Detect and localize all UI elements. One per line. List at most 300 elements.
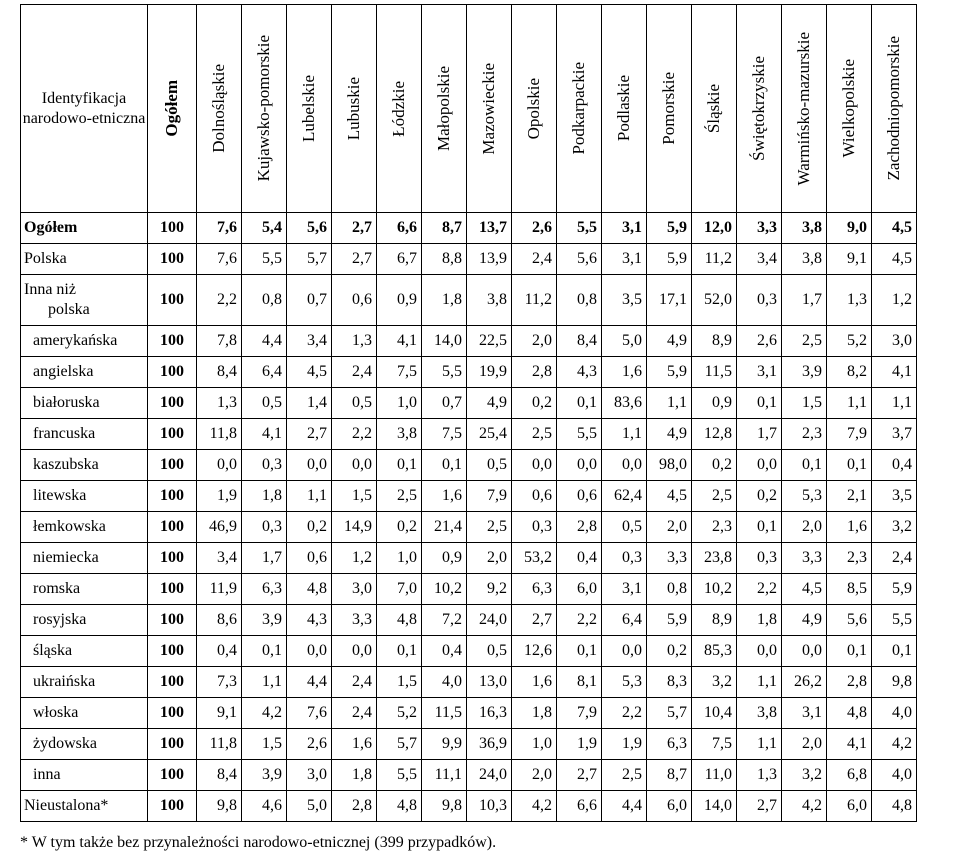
value-cell: 0,9 [377, 275, 422, 326]
value-cell: 3,4 [197, 543, 242, 574]
value-cell: 4,9 [467, 388, 512, 419]
table-row [21, 791, 917, 822]
value-cell: 0,4 [557, 543, 602, 574]
value-cell: 10,4 [692, 698, 737, 729]
value-cell: 0,6 [332, 275, 377, 326]
value-cell: 0,2 [737, 481, 782, 512]
table-row [21, 760, 917, 791]
value-cell: 6,6 [557, 791, 602, 822]
value-cell: 0,3 [737, 275, 782, 326]
value-cell: 4,8 [377, 791, 422, 822]
value-cell: 3,3 [782, 543, 827, 574]
row-label: niemiecka [21, 543, 148, 574]
value-cell: 2,3 [692, 512, 737, 543]
row-label-line: Inna niż [24, 281, 76, 298]
row-label: żydowska [21, 729, 148, 760]
value-cell: 3,5 [602, 275, 647, 326]
row-label: Polska [21, 244, 148, 275]
footnote: * W tym także bez przynależności narodowo-etnicznej (399 przypadków). [20, 834, 497, 851]
value-cell: 0,3 [737, 543, 782, 574]
column-header [557, 5, 602, 213]
column-header-label: Zachodniopomorskie [884, 36, 903, 181]
column-header [422, 5, 467, 213]
value-cell: 4,9 [782, 605, 827, 636]
value-cell: 3,8 [782, 213, 827, 244]
value-cell: 0,8 [647, 574, 692, 605]
value-cell: 83,6 [602, 388, 647, 419]
total-cell: 100 [148, 213, 197, 244]
value-cell: 8,4 [197, 760, 242, 791]
value-cell: 1,5 [332, 481, 377, 512]
table-row [21, 543, 917, 574]
value-cell: 7,6 [287, 698, 332, 729]
value-cell: 4,3 [287, 605, 332, 636]
table-row [21, 636, 917, 667]
value-cell: 11,5 [692, 357, 737, 388]
value-cell: 0,0 [557, 450, 602, 481]
column-header-label: Lubelskie [299, 74, 318, 143]
value-cell: 1,6 [602, 357, 647, 388]
value-cell: 12,0 [692, 213, 737, 244]
table-row [21, 244, 917, 275]
value-cell: 7,9 [557, 698, 602, 729]
value-cell: 6,3 [242, 574, 287, 605]
table-row [21, 574, 917, 605]
column-header [467, 5, 512, 213]
value-cell: 0,0 [512, 450, 557, 481]
table-row [21, 388, 917, 419]
value-cell: 0,5 [242, 388, 287, 419]
value-cell: 0,1 [377, 636, 422, 667]
value-cell: 0,1 [827, 636, 872, 667]
value-cell: 0,9 [422, 543, 467, 574]
value-cell: 6,0 [827, 791, 872, 822]
value-cell: 3,2 [872, 512, 917, 543]
row-label: włoska [21, 698, 148, 729]
value-cell: 3,0 [332, 574, 377, 605]
value-cell: 11,2 [512, 275, 557, 326]
value-cell: 1,0 [512, 729, 557, 760]
value-cell: 0,0 [737, 450, 782, 481]
value-cell: 11,8 [197, 419, 242, 450]
table-row [21, 326, 917, 357]
column-header [287, 5, 332, 213]
value-cell: 9,2 [467, 574, 512, 605]
value-cell: 5,4 [242, 213, 287, 244]
value-cell: 2,7 [512, 605, 557, 636]
value-cell: 6,4 [242, 357, 287, 388]
value-cell: 2,2 [602, 698, 647, 729]
value-cell: 5,9 [647, 357, 692, 388]
value-cell: 1,9 [557, 729, 602, 760]
value-cell: 1,3 [332, 326, 377, 357]
value-cell: 0,5 [467, 636, 512, 667]
row-label: łemkowska [21, 512, 148, 543]
value-cell: 4,4 [287, 667, 332, 698]
value-cell: 4,5 [647, 481, 692, 512]
value-cell: 0,4 [422, 636, 467, 667]
total-cell: 100 [148, 326, 197, 357]
value-cell: 0,3 [242, 512, 287, 543]
value-cell: 26,2 [782, 667, 827, 698]
value-cell: 22,5 [467, 326, 512, 357]
value-cell: 8,7 [422, 213, 467, 244]
value-cell: 1,5 [377, 667, 422, 698]
value-cell: 2,6 [287, 729, 332, 760]
value-cell: 1,8 [332, 760, 377, 791]
column-header [872, 5, 917, 213]
value-cell: 2,3 [827, 543, 872, 574]
value-cell: 5,5 [377, 760, 422, 791]
row-label: Ogółem [21, 213, 148, 244]
row-label [21, 275, 148, 326]
total-cell: 100 [148, 357, 197, 388]
value-cell: 3,3 [647, 543, 692, 574]
value-cell: 5,6 [557, 244, 602, 275]
value-cell: 0,9 [692, 388, 737, 419]
value-cell: 1,8 [242, 481, 287, 512]
value-cell: 0,0 [602, 636, 647, 667]
value-cell: 2,3 [782, 419, 827, 450]
value-cell: 0,0 [602, 450, 647, 481]
value-cell: 4,0 [872, 698, 917, 729]
value-cell: 1,7 [782, 275, 827, 326]
value-cell: 5,7 [287, 244, 332, 275]
value-cell: 0,1 [737, 388, 782, 419]
value-cell: 3,9 [782, 357, 827, 388]
value-cell: 11,2 [692, 244, 737, 275]
value-cell: 0,0 [782, 636, 827, 667]
value-cell: 0,3 [602, 543, 647, 574]
column-header-label: Pomorskie [659, 72, 678, 145]
value-cell: 0,1 [737, 512, 782, 543]
value-cell: 3,3 [332, 605, 377, 636]
value-cell: 2,8 [827, 667, 872, 698]
value-cell: 1,6 [422, 481, 467, 512]
value-cell: 0,2 [692, 450, 737, 481]
value-cell: 2,2 [332, 419, 377, 450]
value-cell: 1,1 [647, 388, 692, 419]
value-cell: 2,0 [782, 729, 827, 760]
total-cell: 100 [148, 512, 197, 543]
value-cell: 13,7 [467, 213, 512, 244]
total-cell: 100 [148, 450, 197, 481]
value-cell: 6,0 [557, 574, 602, 605]
value-cell: 6,7 [377, 244, 422, 275]
value-cell: 8,5 [827, 574, 872, 605]
column-header [737, 5, 782, 213]
table-row [21, 419, 917, 450]
value-cell: 2,8 [557, 512, 602, 543]
value-cell: 5,0 [602, 326, 647, 357]
row-label: francuska [21, 419, 148, 450]
row-label: rosyjska [21, 605, 148, 636]
value-cell: 4,5 [872, 213, 917, 244]
value-cell: 5,5 [242, 244, 287, 275]
value-cell: 2,6 [737, 326, 782, 357]
value-cell: 1,0 [377, 543, 422, 574]
table-row [21, 357, 917, 388]
header-row [21, 5, 917, 213]
value-cell: 17,1 [647, 275, 692, 326]
value-cell: 2,7 [557, 760, 602, 791]
value-cell: 3,5 [872, 481, 917, 512]
value-cell: 4,1 [377, 326, 422, 357]
value-cell: 1,1 [737, 729, 782, 760]
value-cell: 1,8 [737, 605, 782, 636]
value-cell: 5,2 [377, 698, 422, 729]
value-cell: 0,4 [872, 450, 917, 481]
value-cell: 10,2 [422, 574, 467, 605]
total-cell: 100 [148, 481, 197, 512]
value-cell: 1,4 [287, 388, 332, 419]
row-label: romska [21, 574, 148, 605]
value-cell: 2,2 [737, 574, 782, 605]
value-cell: 0,1 [557, 636, 602, 667]
table-row [21, 450, 917, 481]
column-header [332, 5, 377, 213]
column-header [782, 5, 827, 213]
value-cell: 1,1 [287, 481, 332, 512]
value-cell: 0,5 [467, 450, 512, 481]
value-cell: 3,8 [782, 244, 827, 275]
value-cell: 0,1 [782, 450, 827, 481]
table-row [21, 275, 917, 326]
value-cell: 1,6 [512, 667, 557, 698]
value-cell: 19,9 [467, 357, 512, 388]
value-cell: 4,2 [782, 791, 827, 822]
column-header-label: Dolnośląskie [209, 64, 228, 153]
value-cell: 5,5 [557, 213, 602, 244]
value-cell: 8,2 [827, 357, 872, 388]
value-cell: 5,9 [872, 574, 917, 605]
value-cell: 7,5 [377, 357, 422, 388]
row-label: kaszubska [21, 450, 148, 481]
value-cell: 1,1 [827, 388, 872, 419]
column-header-label: Świętokrzyskie [749, 56, 768, 161]
column-header [377, 5, 422, 213]
value-cell: 4,4 [242, 326, 287, 357]
value-cell: 4,0 [422, 667, 467, 698]
value-cell: 0,1 [422, 450, 467, 481]
value-cell: 62,4 [602, 481, 647, 512]
value-cell: 0,2 [512, 388, 557, 419]
value-cell: 0,7 [287, 275, 332, 326]
value-cell: 1,5 [782, 388, 827, 419]
value-cell: 12,8 [692, 419, 737, 450]
value-cell: 3,1 [737, 357, 782, 388]
value-cell: 4,1 [872, 357, 917, 388]
value-cell: 1,1 [602, 419, 647, 450]
value-cell: 5,5 [557, 419, 602, 450]
table-row [21, 512, 917, 543]
value-cell: 4,4 [602, 791, 647, 822]
value-cell: 4,2 [872, 729, 917, 760]
value-cell: 0,2 [377, 512, 422, 543]
column-header-label: Podlaskie [614, 75, 633, 142]
column-header-label: Śląskie [704, 83, 723, 134]
value-cell: 8,9 [692, 326, 737, 357]
table-row [21, 605, 917, 636]
value-cell: 5,9 [647, 244, 692, 275]
value-cell: 25,4 [467, 419, 512, 450]
value-cell: 2,7 [332, 244, 377, 275]
column-header-label: Lubuskie [344, 76, 363, 141]
value-cell: 3,7 [872, 419, 917, 450]
value-cell: 1,8 [422, 275, 467, 326]
data-table [20, 4, 917, 822]
value-cell: 2,4 [332, 667, 377, 698]
value-cell: 7,0 [377, 574, 422, 605]
column-header [197, 5, 242, 213]
value-cell: 8,6 [197, 605, 242, 636]
total-cell: 100 [148, 543, 197, 574]
value-cell: 1,3 [197, 388, 242, 419]
value-cell: 23,8 [692, 543, 737, 574]
value-cell: 6,3 [512, 574, 557, 605]
stub-header: Identyfikacja narodowo-etniczna [21, 5, 148, 213]
value-cell: 3,1 [602, 244, 647, 275]
value-cell: 16,3 [467, 698, 512, 729]
value-cell: 0,5 [602, 512, 647, 543]
table-row [21, 213, 917, 244]
table-row [21, 729, 917, 760]
value-cell: 3,1 [602, 213, 647, 244]
total-cell: 100 [148, 574, 197, 605]
table-row [21, 481, 917, 512]
value-cell: 5,7 [647, 698, 692, 729]
value-cell: 8,4 [557, 326, 602, 357]
total-cell: 100 [148, 791, 197, 822]
value-cell: 10,3 [467, 791, 512, 822]
value-cell: 14,0 [422, 326, 467, 357]
value-cell: 6,4 [602, 605, 647, 636]
value-cell: 14,0 [692, 791, 737, 822]
value-cell: 0,3 [512, 512, 557, 543]
value-cell: 1,6 [332, 729, 377, 760]
value-cell: 7,5 [692, 729, 737, 760]
value-cell: 8,9 [692, 605, 737, 636]
column-header-label: Małopolskie [434, 66, 453, 151]
value-cell: 1,3 [827, 275, 872, 326]
value-cell: 7,9 [467, 481, 512, 512]
value-cell: 4,1 [827, 729, 872, 760]
table-row [21, 698, 917, 729]
value-cell: 1,9 [197, 481, 242, 512]
value-cell: 24,0 [467, 605, 512, 636]
column-header-label: Podkarpackie [569, 62, 588, 155]
value-cell: 9,8 [197, 791, 242, 822]
value-cell: 0,5 [332, 388, 377, 419]
value-cell: 1,7 [242, 543, 287, 574]
value-cell: 0,6 [557, 481, 602, 512]
value-cell: 7,3 [197, 667, 242, 698]
value-cell: 0,7 [422, 388, 467, 419]
total-cell: 100 [148, 388, 197, 419]
value-cell: 46,9 [197, 512, 242, 543]
value-cell: 4,8 [872, 791, 917, 822]
value-cell: 1,5 [242, 729, 287, 760]
value-cell: 9,9 [422, 729, 467, 760]
value-cell: 2,5 [467, 512, 512, 543]
value-cell: 4,3 [557, 357, 602, 388]
value-cell: 1,8 [512, 698, 557, 729]
value-cell: 6,0 [647, 791, 692, 822]
value-cell: 4,8 [377, 605, 422, 636]
value-cell: 0,1 [377, 450, 422, 481]
value-cell: 5,0 [287, 791, 332, 822]
row-label: litewska [21, 481, 148, 512]
value-cell: 8,3 [647, 667, 692, 698]
value-cell: 11,0 [692, 760, 737, 791]
column-header [512, 5, 557, 213]
value-cell: 9,0 [827, 213, 872, 244]
value-cell: 8,7 [647, 760, 692, 791]
value-cell: 0,0 [332, 450, 377, 481]
value-cell: 2,5 [692, 481, 737, 512]
column-header-label: Warmińsko-mazurskie [794, 31, 813, 186]
value-cell: 8,1 [557, 667, 602, 698]
value-cell: 9,1 [197, 698, 242, 729]
value-cell: 9,1 [827, 244, 872, 275]
row-label: inna [21, 760, 148, 791]
value-cell: 5,2 [827, 326, 872, 357]
value-cell: 0,0 [737, 636, 782, 667]
value-cell: 5,9 [647, 605, 692, 636]
value-cell: 7,9 [827, 419, 872, 450]
value-cell: 4,6 [242, 791, 287, 822]
value-cell: 6,6 [377, 213, 422, 244]
value-cell: 52,0 [692, 275, 737, 326]
value-cell: 0,8 [557, 275, 602, 326]
value-cell: 1,3 [737, 760, 782, 791]
value-cell: 85,3 [692, 636, 737, 667]
value-cell: 1,1 [872, 388, 917, 419]
row-label: ukraińska [21, 667, 148, 698]
value-cell: 2,0 [512, 760, 557, 791]
total-cell: 100 [148, 636, 197, 667]
value-cell: 3,4 [737, 244, 782, 275]
value-cell: 3,0 [872, 326, 917, 357]
total-cell: 100 [148, 605, 197, 636]
value-cell: 0,0 [197, 450, 242, 481]
value-cell: 3,2 [692, 667, 737, 698]
value-cell: 2,8 [332, 791, 377, 822]
value-cell: 8,4 [197, 357, 242, 388]
value-cell: 2,0 [782, 512, 827, 543]
total-cell: 100 [148, 667, 197, 698]
value-cell: 3,8 [377, 419, 422, 450]
value-cell: 4,9 [647, 419, 692, 450]
value-cell: 3,8 [467, 275, 512, 326]
value-cell: 2,4 [332, 698, 377, 729]
value-cell: 7,5 [422, 419, 467, 450]
value-cell: 11,8 [197, 729, 242, 760]
value-cell: 4,5 [782, 574, 827, 605]
total-cell: 100 [148, 729, 197, 760]
value-cell: 13,9 [467, 244, 512, 275]
column-header [148, 5, 197, 213]
value-cell: 5,5 [872, 605, 917, 636]
row-label: Nieustalona* [21, 791, 148, 822]
value-cell: 6,3 [647, 729, 692, 760]
column-header [692, 5, 737, 213]
value-cell: 2,2 [557, 605, 602, 636]
column-header-label: Kujawsko-pomorskie [254, 35, 273, 182]
value-cell: 0,0 [287, 450, 332, 481]
value-cell: 2,7 [737, 791, 782, 822]
value-cell: 21,4 [422, 512, 467, 543]
